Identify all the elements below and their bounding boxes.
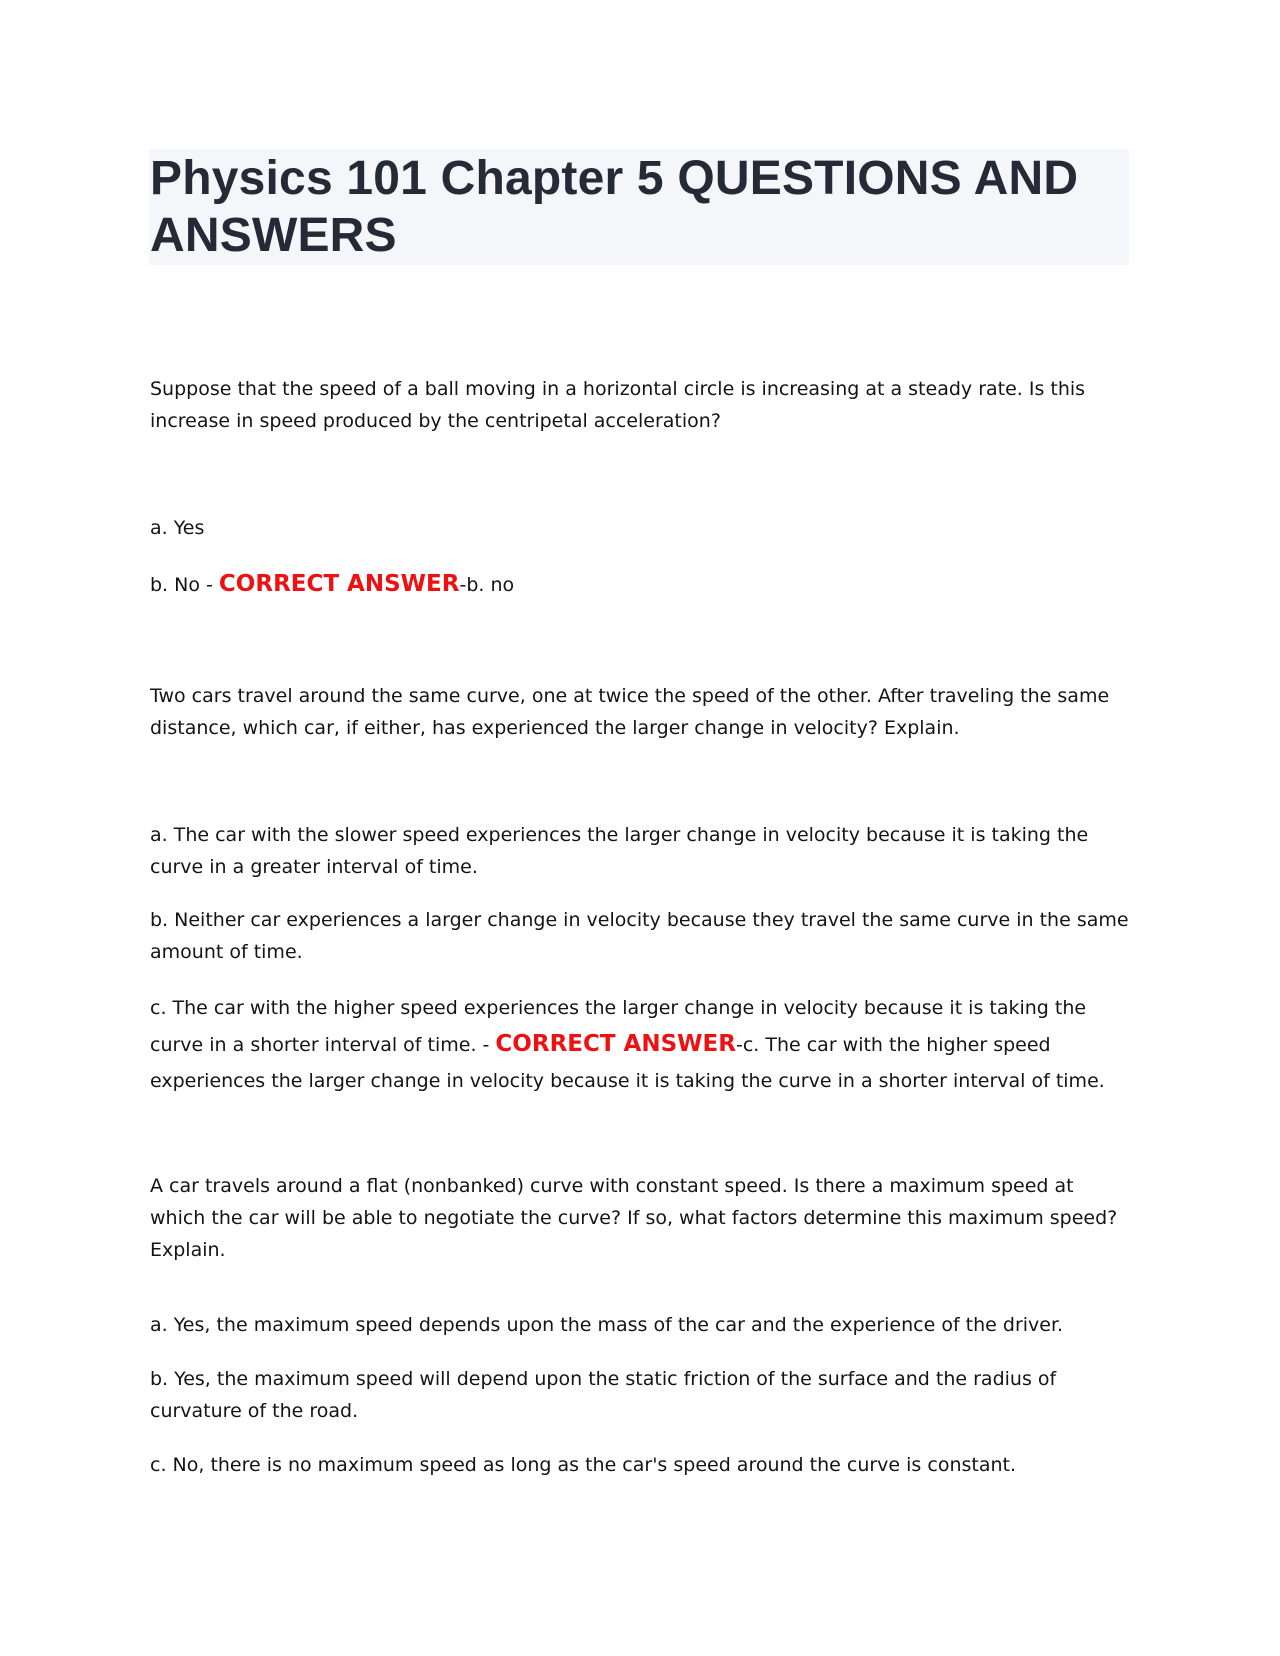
question-3-option-a: a. Yes, the maximum speed depends upon the mass of the car and the experience of the driver. <box>150 1314 1064 1336</box>
question-1-prompt: Suppose that the speed of a ball moving in a horizontal circle is increasing at a steady rate. Is this increase in speed produced by the centripetal acceleration? <box>150 378 1086 432</box>
question-2-option-b: b. Neither car experiences a larger change in velocity because they travel the same curve in the same amount of time. <box>150 909 1129 963</box>
question-1-answer: -b. no <box>459 574 515 596</box>
question-2-option-a: a. The car with the slower speed experiences the larger change in velocity because it is taking the curve in a greater interval of time. <box>150 824 1089 878</box>
question-3-option-c: c. No, there is no maximum speed as long as the car's speed around the curve is constant. <box>150 1454 1017 1476</box>
question-1-option-b: b. No - <box>150 574 219 596</box>
question-3-option-b: b. Yes, the maximum speed will depend upon the static friction of the surface and the radius of curvature of the road. <box>150 1368 1057 1422</box>
correct-answer-label: CORRECT ANSWER <box>495 1031 736 1057</box>
question-1-option-a: a. Yes <box>150 517 205 539</box>
question-1-option-b-line <box>150 568 1130 601</box>
document-title: Physics 101 Chapter 5 QUESTIONS AND ANSWERS <box>150 152 1079 262</box>
question-2-option-c-line <box>150 990 1130 1099</box>
question-3-prompt: A car travels around a flat (nonbanked) curve with constant speed. Is there a maximum speed at which the car will be able to negotiate the curve? If so, what factors determine this maximum speed? Explain. <box>150 1175 1118 1261</box>
question-2-option-c: c. The car with the higher speed experiences the larger change in velocity because it is taking the curve in a shorter interval of time. - <box>150 997 1087 1056</box>
question-2-answer: -c. The car with the higher speed experiences the larger change in velocity because it is taking the curve in a shorter interval of time. <box>150 1034 1105 1092</box>
question-2-prompt: Two cars travel around the same curve, one at twice the speed of the other. After traveling the same distance, which car, if either, has experienced the larger change in velocity? Explain. <box>150 685 1110 739</box>
correct-answer-label: CORRECT ANSWER <box>218 571 460 597</box>
